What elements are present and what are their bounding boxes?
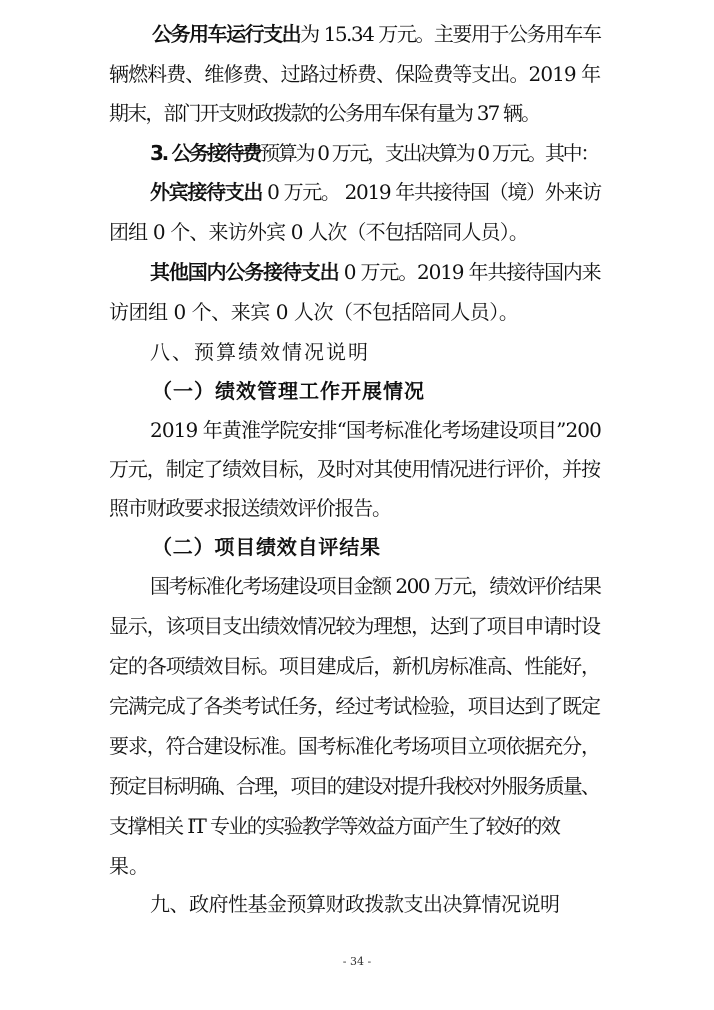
bold-heading-text: （二）项目绩效自评结果	[152, 535, 381, 559]
paragraph-text: 0 万元。2019 年共接待国内来	[338, 260, 601, 284]
text-line	[150, 139, 598, 167]
paragraph-text: 定的各项绩效目标。项目建成后，新机房标准高、性能好，	[109, 654, 600, 678]
text-line	[109, 494, 391, 522]
text-line	[109, 852, 149, 880]
paragraph-text: 照市财政要求报送绩效评价报告。	[109, 496, 391, 520]
text-line	[109, 218, 528, 246]
text-line	[150, 572, 600, 600]
text-line	[109, 812, 559, 840]
text-line	[109, 99, 539, 127]
paragraph-text: 显示，该项目支出绩效情况较为理想，达到了项目申请时设	[109, 614, 600, 638]
paragraph-text: 访团组 0 个、来宾 0 人次（不包括陪同人员）。	[109, 300, 519, 324]
paragraph-text: 完满完成了各类考试任务，经过考试检验，项目达到了既定	[109, 694, 600, 718]
bold-heading-text: 3. 公务接待费	[150, 141, 261, 165]
paragraph-text: 2019 年黄淮学院安排“国考标准化考场建设项目”200	[150, 418, 601, 442]
paragraph-text: 辆燃料费、维修费、过路过桥费、保险费等支出。2019 年	[109, 62, 601, 86]
text-line	[109, 60, 600, 88]
text-line	[109, 455, 600, 483]
paragraph-text: 万元，制定了绩效目标，及时对其使用情况进行评价，并按	[109, 457, 600, 481]
bold-heading-text: 公务用车运行支出	[152, 22, 301, 46]
page-number: - 34 -	[342, 955, 372, 968]
paragraph-text: 团组 0 个、来访外宾 0 人次（不包括陪同人员）。	[109, 220, 529, 244]
text-line	[152, 533, 381, 561]
text-line	[109, 732, 600, 760]
text-line	[109, 772, 599, 800]
bold-heading-text: 其他国内公务接待支出	[150, 260, 339, 284]
paragraph-text: 0 万元。 2019 年共接待国（境）外来访	[262, 180, 601, 204]
paragraph-text: 期末，部门开支财政拨款的公务用车保有量为 37 辆。	[109, 101, 540, 125]
paragraph-text: 预定目标明确、合理，项目的建设对提升我校对外服务质量、	[109, 774, 600, 798]
text-line	[109, 612, 600, 640]
paragraph-text: 八、预算绩效情况说明	[150, 340, 370, 364]
bold-heading-text: 外宾接待支出	[150, 180, 263, 204]
text-line	[150, 890, 560, 918]
text-line	[109, 652, 600, 680]
bold-heading-text: （一）绩效管理工作开展情况	[152, 379, 425, 403]
paragraph-text: 九、政府性基金预算财政拨款支出决算情况说明	[150, 892, 560, 916]
text-line	[150, 258, 601, 286]
paragraph-text: 国考标准化考场建设项目金额 200 万元，绩效评价结果	[150, 574, 601, 598]
paragraph-text: 果。	[109, 854, 149, 878]
text-line	[152, 20, 601, 48]
text-line	[150, 338, 370, 366]
paragraph-text: 预算为 0 万元，支出决算为 0 万元。其中：	[260, 141, 599, 165]
paragraph-text: 为 15.34 万元。主要用于公务用车车	[300, 22, 601, 46]
text-line	[150, 178, 601, 206]
text-line	[109, 298, 518, 326]
text-line	[109, 692, 600, 720]
paragraph-text: 支撑相关 IT 专业的实验教学等效益方面产生了较好的效	[109, 814, 560, 838]
paragraph-text: 要求，符合建设标准。国考标准化考场项目立项依据充分，	[109, 734, 600, 758]
text-line	[152, 377, 425, 405]
text-line	[150, 416, 601, 444]
